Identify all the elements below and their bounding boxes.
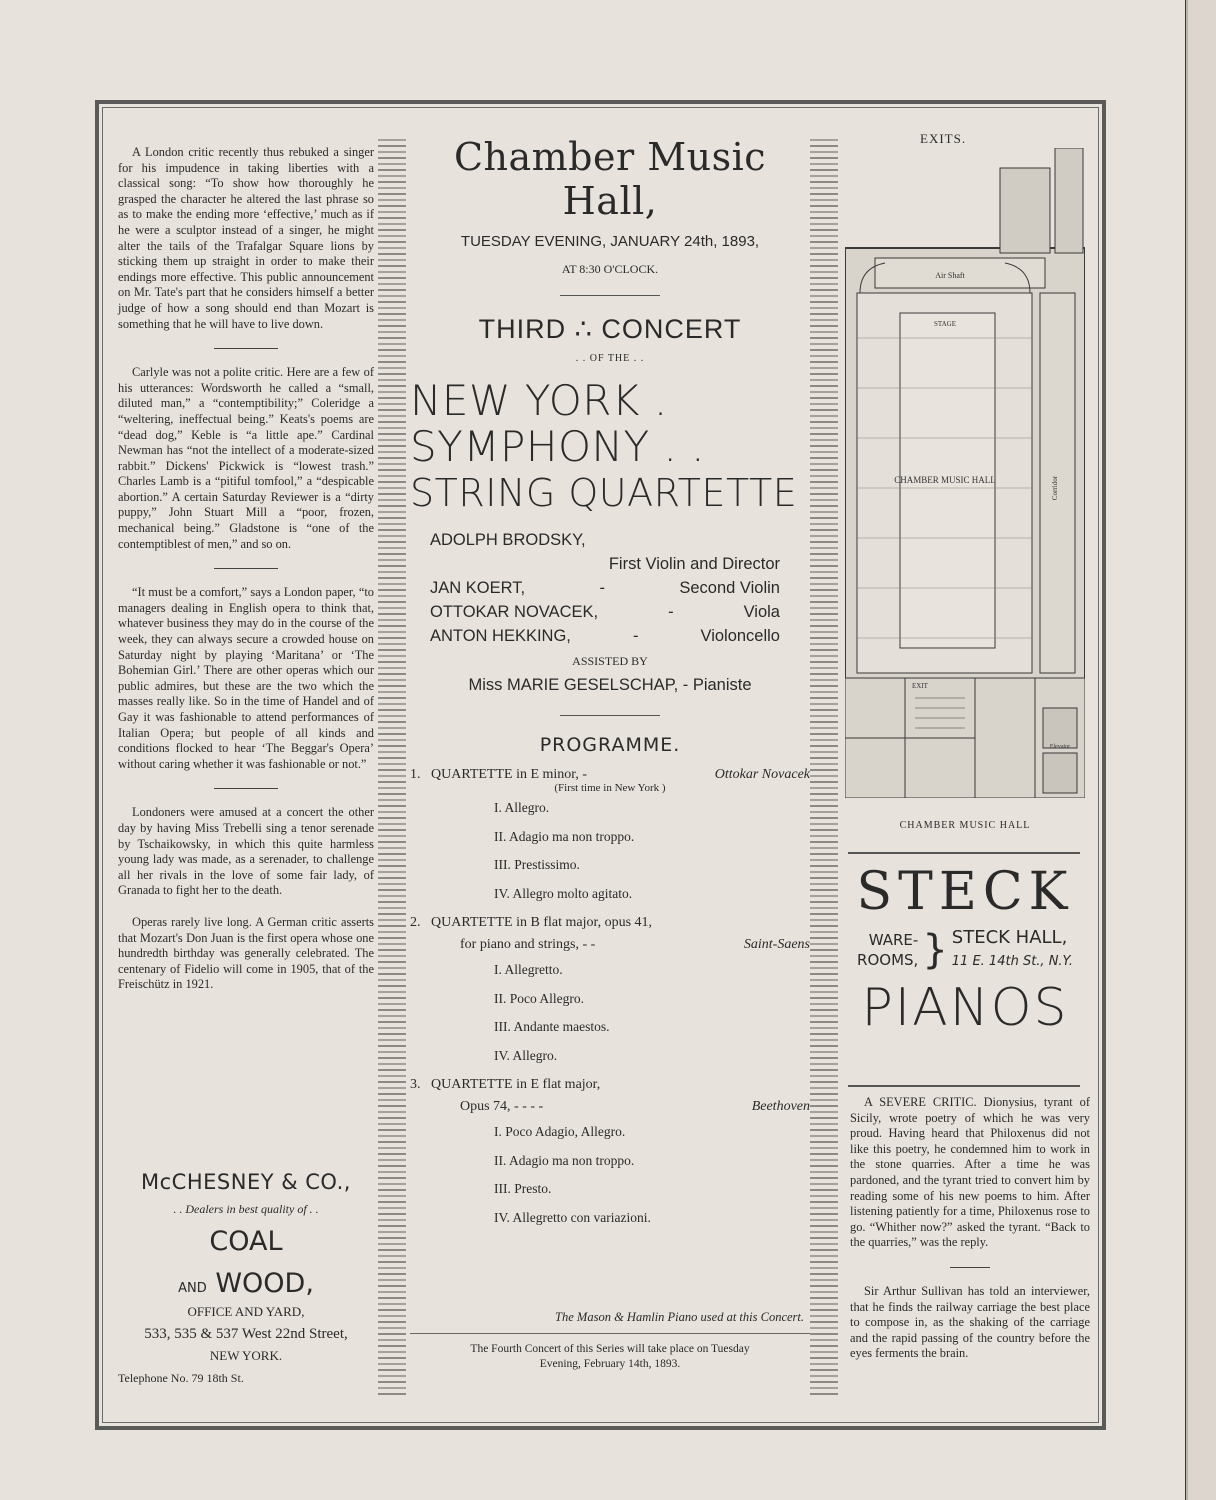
concert-time: AT 8:30 O'CLOCK. [561, 262, 659, 276]
performer-name: JAN KOERT, [430, 579, 526, 597]
pianos-word: PIANOS [861, 978, 1069, 1038]
divider [410, 1333, 810, 1334]
piano-note: The Mason & Hamlin Piano used at this Concert. [555, 1310, 804, 1324]
ensemble-line-1: NEW YORK . [410, 376, 668, 425]
pianist: Miss MARIE GESELSCHAP, - Pianiste [468, 676, 752, 694]
next-concert-line-1: The Fourth Concert of this Series will take place on Tuesday [470, 1343, 750, 1355]
left-column [118, 145, 374, 993]
assisted-by: ASSISTED BY [572, 654, 648, 668]
movement: III. Andante maestos. [494, 1019, 610, 1034]
exits-label: EXITS. [920, 131, 967, 146]
article-english-opera: “It must be a comfort,” says a London paper, “to managers dealing in English opera to think that, whatever business they may do in the course of the week, they can always secure a crowded house on Saturday night by playing ‘Maritana’ or ‘The Bohemian Girl.’ There are other operas which our public admires, but these are the two which the masses really like. So in the time of Handel and of Gay it was fashionable to attend performances of Italian Opera; but people of all kinds and conditions flocked to hear ‘The Beggar's Opera’ without caring whether it was fashionable or not.” [118, 585, 374, 771]
ad-firm-name: McCHESNEY & CO., [141, 1170, 351, 1194]
performer-name: OTTOKAR NOVACEK, [430, 603, 599, 621]
movement: I. Allegro. [494, 800, 550, 815]
piece-2: 2. QUARTETTE in B flat major, opus 41, for piano and strings, - - Saint-Saens I. Allegretto. II. Poco Allegro. III. Andante maestos. IV. Allegro. [410, 912, 810, 1070]
piece-1: 1. QUARTETTE in E minor, - Ottokar Novacek (First time in New York ) I. Allegro. II. Adagio ma non troppo. III. Prestissimo. IV. Allegro molto agitato. [410, 764, 810, 908]
plan-caption: CHAMBER MUSIC HALL [899, 820, 1031, 831]
plan-elevator-label: Elevator [1049, 744, 1071, 750]
stair-tower [1055, 148, 1083, 253]
ad-city: NEW YORK. [209, 1348, 283, 1363]
ad-telephone: Telephone No. 79 18th St. [118, 1371, 244, 1385]
of-the: . . OF THE . . [575, 353, 645, 364]
movement: II. Adagio ma non troppo. [494, 1152, 635, 1168]
divider [848, 1085, 1080, 1087]
plan-air-shaft-label: Air Shaft [935, 271, 965, 280]
piece-title: QUARTETTE in B flat major, opus 41, [431, 915, 653, 930]
programme-heading: PROGRAMME. [539, 734, 681, 756]
elevator-1 [1043, 708, 1077, 748]
performer-role: Second Violin [679, 579, 780, 597]
movement: III. Prestissimo. [494, 857, 580, 872]
plan-corridor-label: Corridor [1051, 475, 1059, 501]
piece-composer: Ottokar Novacek [714, 767, 810, 782]
mcchesney-ad [118, 1170, 374, 1389]
divider [214, 348, 278, 349]
divider [848, 852, 1080, 854]
venue-title: Chamber Music Hall, [453, 135, 767, 223]
divider [214, 788, 278, 789]
center-column [410, 135, 810, 1232]
plan-exit-label: EXIT [912, 682, 928, 690]
movement: II. Adagio ma non troppo. [494, 828, 635, 844]
ad-office: OFFICE AND YARD, [187, 1304, 305, 1319]
steck-ad [845, 862, 1085, 1038]
performer-role: Viola [743, 603, 780, 621]
article-london-critic: A London critic recently thus rebuked a singer for his impudence in taking liberties with a classical song: “To show how thoroughly he grasped the character he altered the last phrase so as to make the ending more ‘effective,’ much as if he were a sculptor instead of a singer, he might alter the tails of the Trafalgar Square lions by sticking them up straight in order to make their endings more effective. This public announcement on Mr. Tate's part that he considers himself a better judge of how a song should end than Mozart is something that he will have to live down. [118, 145, 374, 331]
performer-role: First Violin and Director [608, 555, 780, 573]
article-carlyle: Carlyle was not a polite critic. Here are a few of his utterances: Wordsworth he called a “small, diluted man,” a “contemptibility;” Coleridge a “weltering, ineffectual being.” Keats's poems are “dead dog,” Keble is “a little ape.” Cardinal Newman has “not the intellect of a moderate-sized rabbit.” Dickens' Pickwick is “lowest trash.” Charles Lamb is a “pitiful tomfool,” a “despicable abortion.” A certain Saturday Reviewer is a “dirty puppy,” John Stuart Mill a “poor, frozen, mechanical being.” Gladstone is “one of the contemptiblest of men,” and so on. [118, 365, 374, 551]
movement: II. Poco Allegro. [494, 990, 584, 1006]
ad-coal: COAL [209, 1226, 283, 1257]
piece-3: 3. QUARTETTE in E flat major, Opus 74, - - - - Beethoven I. Poco Adagio, Allegro. II. Adagio ma non troppo. III. Presto. IV. Allegretto con variazioni. [410, 1074, 810, 1232]
elevator-2 [1043, 753, 1077, 793]
piece-note: (First time in New York ) [554, 782, 666, 794]
ad-wood: WOOD, [215, 1268, 314, 1299]
performer-name: ANTON HEKKING, [430, 627, 571, 645]
ensemble-line-3: STRING QUARTETTE [410, 471, 798, 515]
movement: IV. Allegretto con variazioni. [494, 1209, 651, 1225]
ad-dealers: . . Dealers in best quality of . . [173, 1202, 319, 1216]
article-operas-live: Operas rarely live long. A German critic asserts that Mozart's Don Juan is the first opera whose one hundredth birthday was generally celebrated. The centenary of Fidelio will come in 1905, that of the Freischütz in 1921. [118, 914, 374, 992]
footer [410, 1310, 810, 1372]
divider [560, 715, 660, 716]
article-sullivan: Sir Arthur Sullivan has told an interviewer, that he finds the railway carriage the best place to compose in, as the shaking of the carriage and the rapid passing of the country before the eyes ferments the brain. [850, 1283, 1090, 1361]
concert-date: TUESDAY EVENING, JANUARY 24th, 1893, [460, 233, 760, 250]
ad-address: 533, 535 & 537 West 22nd Street, [144, 1326, 348, 1342]
steck-warerooms: WARE- ROOMS, } STECK HALL, 11 E. 14th St., N.Y. [857, 927, 1073, 973]
performers-list: ADOLPH BRODSKY, First Violin and Director JAN KOERT, - Second Violin OTTOKAR NOVACEK, - Viola ANTON HEKKING, - Violoncello [410, 528, 810, 648]
next-concert-line-2: Evening, February 14th, 1893. [539, 1358, 681, 1370]
movement: I. Allegretto. [494, 962, 563, 977]
article-trebelli: Londoners were amused at a concert the other day by having Miss Trebelli sing a tenor serenade by Tschaikowsky, in which this quite harmless young lady was made, as a serenader, to challenge all her rivals in the love of some fair lady, of Granada to fight her to the death. [118, 805, 374, 898]
ensemble-line-2: SYMPHONY . . [410, 422, 705, 471]
right-articles [850, 1095, 1090, 1362]
steck-hall: STECK HALL, [951, 927, 1068, 948]
floor-plan [845, 148, 1085, 798]
plan-hall-label: CHAMBER MUSIC HALL [894, 475, 996, 485]
movement: III. Presto. [494, 1181, 552, 1196]
ad-and: AND [178, 1281, 207, 1296]
piece-composer: Saint-Saens [743, 937, 810, 952]
concert-number: THIRD ∴ CONCERT [478, 314, 742, 344]
air-shaft-top [1000, 168, 1050, 253]
performer-name: ADOLPH BRODSKY, [430, 531, 586, 549]
steck-address: 11 E. 14th St., N.Y. [951, 954, 1073, 969]
divider [950, 1267, 990, 1268]
steck-name: STECK [856, 862, 1074, 922]
divider [560, 295, 660, 296]
ornament-border-right [810, 135, 838, 1395]
brace-icon: } [922, 927, 948, 973]
next-page-edge [1186, 0, 1216, 1500]
ornament-border-left [378, 135, 406, 1395]
movement: IV. Allegro. [494, 1047, 558, 1063]
piece-title: QUARTETTE in E flat major, [431, 1077, 601, 1092]
piece-title: QUARTETTE in E minor, - [431, 767, 588, 782]
article-severe-critic: A SEVERE CRITIC. Dionysius, tyrant of Sicily, wrote poetry of which he was very proud. Having heard that Philoxenus did not like this poetry, he condemned him to work in the stone quarries. After a time he was pardoned, and the tyrant tried to convert him by reading some of his new poems to him. After listening patiently for a time, Philoxenus rose to go. “Whither now?” asked the tyrant. “Back to the quarries,” was the reply. [850, 1095, 1090, 1250]
movement: I. Poco Adagio, Allegro. [494, 1124, 626, 1139]
piece-composer: Beethoven [751, 1099, 810, 1114]
performer-role: Violoncello [700, 627, 780, 645]
divider [214, 568, 278, 569]
movement: IV. Allegro molto agitato. [494, 885, 633, 901]
plan-stage-label: STAGE [934, 320, 956, 328]
